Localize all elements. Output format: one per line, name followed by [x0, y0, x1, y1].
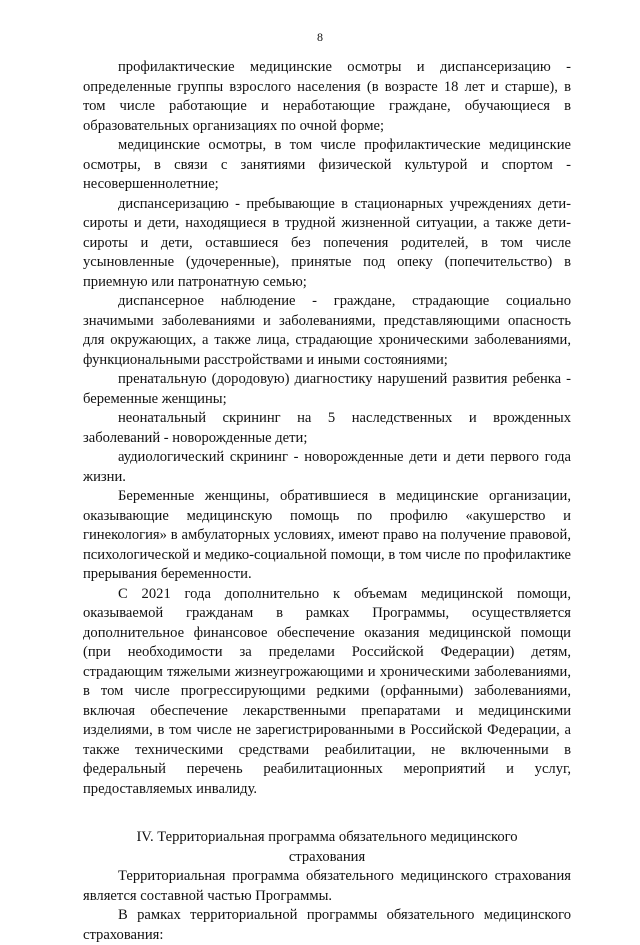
paragraph-within-program: В рамках территориальной программы обязательного медицинского страхования:	[83, 907, 571, 943]
paragraph-neonatal-screening: неонатальный скрининг на 5 наследственных и врожденных заболеваний - новорожденные дети;	[83, 410, 571, 446]
paragraph-dispensary-observation: диспансерное наблюдение - граждане, страдающие социально значимыми заболеваниями и заболеваниями, представляющими опасность для окружающих, а также лица, страдающие хроническими заболеваниями, функциональными расстройствами и иными состояниями;	[83, 293, 571, 368]
paragraph-additional-funding: С 2021 года дополнительно к объемам медицинской помощи, оказываемой гражданам в рамках Программы, осуществляется дополнительное финансовое обеспечение оказания медицинской помощи (при необходимости за пределами Российской Федерации) детям, страдающим тяжелыми жизнеугрожающими и хроническими заболеваниями, в том числе прогрессирующими редкими (орфанными) заболеваниями, включая обеспечение лекарственными препаратами и медицинскими изделиями, в том числе не зарегистрированными в Российской Федерации, а также техническими средствами реабилитации, не включенными в федеральный перечень реабилитационных мероприятий и услуг, предоставляемых инвалиду.	[83, 585, 571, 797]
paragraph-pregnant-women: Беременные женщины, обратившиеся в медицинские организации, оказывающие медицинскую помощь по профилю «акушерство и гинекология» в амбулаторных условиях, имеют право на получение правовой, психологической и медико-социальной помощи, в том числе по профилактике прерывания беременности.	[83, 488, 571, 582]
paragraph-audiological-screening: аудиологический скрининг - новорожденные дети и дети первого года жизни.	[83, 449, 571, 485]
paragraph-medical-exams-sports: медицинские осмотры, в том числе профилактические медицинские осмотры, в связи с занятиями физической культурой и спортом - несовершеннолетние;	[83, 137, 571, 192]
page-number: 8	[317, 30, 323, 44]
section-heading: IV. Территориальная программа обязательного медицинского страхования	[136, 829, 518, 865]
paragraph-preventive-exams: профилактические медицинские осмотры и диспансеризацию - определенные группы взрослого населения (в возрасте 18 лет и старше), в том числе работающие и неработающие граждане, обучающиеся в образовательных организациях по очной форме;	[83, 59, 571, 134]
document-body	[83, 58, 571, 945]
paragraph-prenatal-diagnostics: пренатальную (дородовую) диагностику нарушений развития ребенка - беременные женщины;	[83, 371, 571, 407]
paragraph-orphans-screening: диспансеризацию - пребывающие в стационарных учреждениях дети-сироты и дети, находящиеся в трудной жизненной ситуации, а также дети-сироты и дети, оставшиеся без попечения родителей, в том числе усыновленные (удочеренные), принятые под опеку (попечительство) в приемную или патронатную семью;	[83, 195, 571, 290]
paragraph-territorial-program: Территориальная программа обязательного медицинского страхования является составной частью Программы.	[83, 868, 571, 904]
